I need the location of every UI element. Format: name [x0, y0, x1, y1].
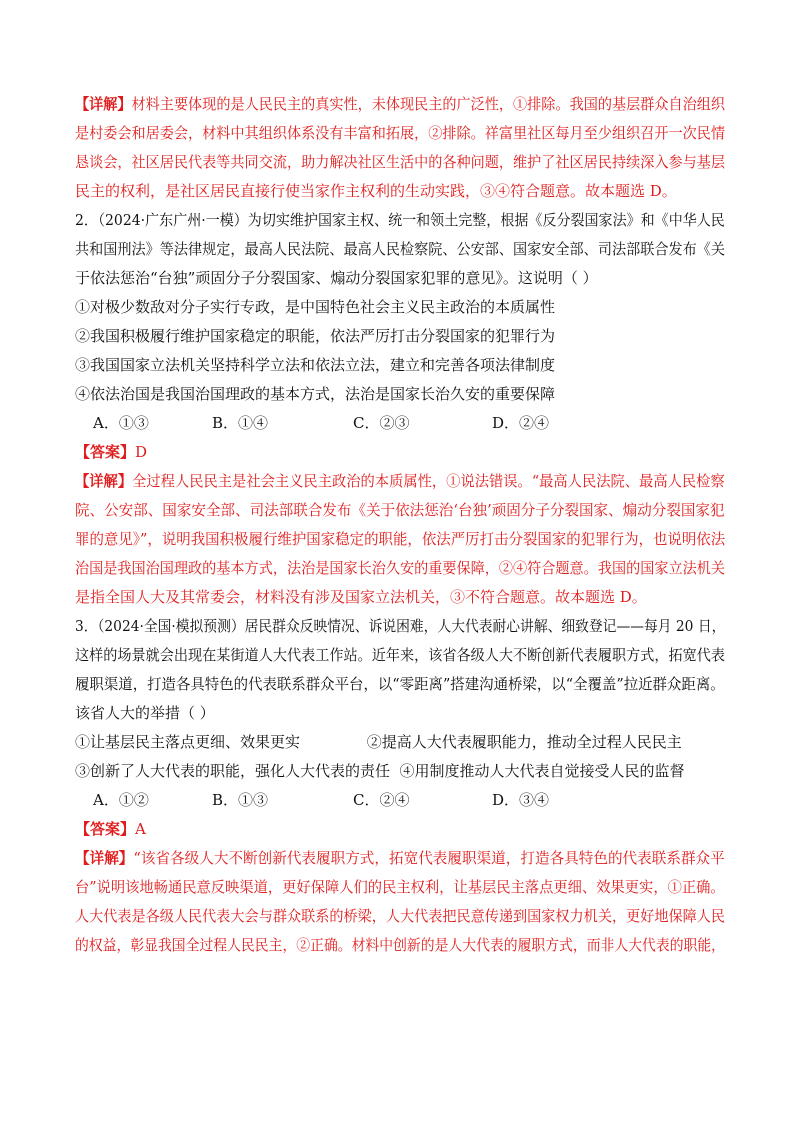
answer-value: D — [135, 443, 148, 461]
answer-tag: 【答案】 — [75, 443, 136, 461]
explanation-line: 【详解】“该省各级人大不断创新代表履职方式，拓宽代表履职渠道，打造各具特色的代表联系群众平 — [75, 849, 725, 867]
question-stem: 于依法惩治“台独”顽固分子分裂国家、煽动分裂国家犯罪的意见》。这说明（ ） — [75, 269, 598, 287]
option-b: B．①③ — [212, 791, 269, 809]
explanation-line: 的权益，彰显我国全过程人民民主，②正确。材料中创新的是人大代表的履职方式，而非人大代表的职能， — [75, 936, 726, 954]
explanation-line: 人大代表是各级人民代表大会与群众联系的桥梁，人大代表把民意传递到国家权力机关，更好地保障人民 — [75, 907, 725, 925]
answer-line — [75, 819, 146, 839]
statement: ④依法治国是我国治国理政的基本方式，法治是国家长治久安的重要保障 — [75, 385, 556, 403]
explanation-tag: 【详解】 — [75, 472, 133, 490]
question-stem: 这样的场景就会出现在某街道人大代表工作站。近年来，该省各级人大不断创新代表履职方式，拓宽代表 — [75, 646, 725, 664]
question-stem: 共和国刑法》等法律规定，最高人民法院、最高人民检察院、公安部、国家安全部、司法部联合发布《关 — [75, 240, 725, 258]
question-stem: 该省人大的举措（ ） — [75, 704, 215, 722]
answer-line — [75, 442, 147, 462]
option-a: A．①② — [93, 791, 149, 809]
option-c: C．②④ — [353, 791, 410, 809]
explanation-tag: 【详解】 — [75, 95, 132, 113]
statement: ③我国国家立法机关坚持科学立法和依法立法，建立和完善各项法律制度 — [75, 356, 556, 374]
statement: ①让基层民主落点更细、效果更实 ②提高人大代表履职能力，推动全过程人民民主 — [75, 733, 682, 751]
option-c: C．②③ — [353, 414, 410, 432]
statement: ①对极少数敌对分子实行专政，是中国特色社会主义民主政治的本质属性 — [75, 298, 556, 316]
answer-tag: 【答案】 — [75, 820, 136, 838]
explanation-line: 罪的意见》”，说明我国积极履行维护国家稳定的职能，依法严厉打击分裂国家的犯罪行为，也说明依法 — [75, 530, 726, 548]
explanation-line: 是村委会和居委会，材料中其组织体系没有丰富和拓展，②排除。祥富里社区每月至少组织召开一次民情 — [75, 124, 725, 142]
explanation-line: 【详解】全过程人民民主是社会主义民主政治的本质属性，①说法错误。“最高人民法院、最高人民检察 — [75, 472, 725, 490]
option-d: D．③④ — [492, 791, 550, 809]
option-a: A．①③ — [93, 414, 149, 432]
option-d: D．②④ — [492, 414, 550, 432]
explanation-line: 院、公安部、国家安全部、司法部联合发布《关于依法惩治‘台独’顽固分子分裂国家、煽动分裂国家犯 — [75, 501, 725, 519]
explanation-line: 是指全国人大及其常委会，材料没有涉及国家立法机关，③不符合题意。故本题选 D。 — [75, 588, 647, 606]
question-stem: 履职渠道，打造各具特色的代表联系群众平台，以“零距离”搭建沟通桥梁，以“全覆盖”拉近群众距离。 — [75, 675, 725, 693]
option-b: B．①④ — [212, 414, 269, 432]
statement: ②我国积极履行维护国家稳定的职能，依法严厉打击分裂国家的犯罪行为 — [75, 327, 556, 345]
statement: ③创新了人大代表的职能，强化人大代表的责任 ④用制度推动人大代表自觉接受人民的监督 — [75, 762, 685, 780]
explanation-line: 恳谈会，社区居民代表等共同交流，助力解决社区生活中的各种问题，维护了社区居民持续深入参与基层 — [75, 153, 725, 171]
explanation-line: 【详解】材料主要体现的是人民民主的真实性，未体现民主的广泛性，①排除。我国的基层群众自治组织 — [75, 95, 726, 113]
answer-value: A — [135, 820, 146, 838]
explanation-line: 治国是我国治国理政的基本方式，法治是国家长治久安的重要保障，②④符合题意。我国的国家立法机关 — [75, 559, 725, 577]
explanation-line: 台”说明该地畅通民意反映渠道，更好保障人们的民主权利，让基层民主落点更细、效果更实，①正确。 — [75, 878, 725, 896]
question-stem: 3．（2024·全国·模拟预测）居民群众反映情况、诉说困难，人大代表耐心讲解、细致登记——每月 20 日， — [75, 617, 726, 635]
explanation-line: 民主的权利，是社区居民直接行使当家作主权利的生动实践，③④符合题意。故本题选 D。 — [75, 182, 677, 200]
explanation-tag: 【详解】 — [75, 849, 134, 867]
question-stem: 2．（2024·广东广州·一模）为切实维护国家主权、统一和领土完整，根据《反分裂国家法》和《中华人民 — [75, 211, 725, 229]
